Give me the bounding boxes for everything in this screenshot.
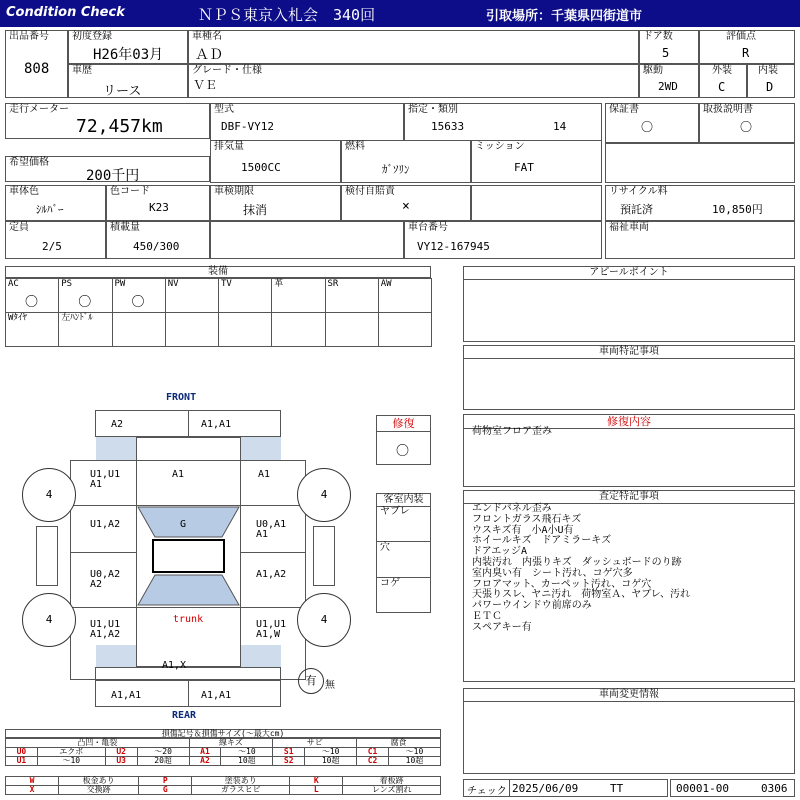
right-mirror-box [313,526,335,586]
doors-box [639,30,699,64]
inspection-note-line: 内装汚れ 内張りキズ ダッシュボードのり跡 [472,556,682,568]
label-rear-door-left-2: A2 [90,579,103,590]
model-label: 型式 [214,104,234,115]
model-value: DBF-VY12 [221,120,274,133]
legend-code: P [139,777,192,786]
first-registration-value: H26年03月 [93,47,164,63]
label-quarter-left: U1,U1 [90,619,121,630]
legend-code: U2 [105,748,137,757]
legend-desc: ガラスヒビ [192,786,290,795]
repair-detail-text: 荷物室フロア歪み [472,426,552,437]
lot-number-value: 808 [24,61,50,77]
equipment-cell-empty [378,312,432,347]
equipment-mark: 〇 [78,295,92,310]
legend-desc: 塗装あり [192,777,290,786]
legend-code: S2 [273,757,305,766]
equipment-mark: 〇 [25,295,39,310]
transmission-label: ミッション [475,141,525,152]
cabin-item-burn: コゲ [380,578,400,589]
check-label: チェック [467,786,507,797]
label-fender-right: A1 [258,469,271,480]
blank-box-right [605,143,795,183]
history-label: 車歴 [72,65,92,76]
label-fender-left: U1,U1 [90,469,121,480]
equipment-cell-8 [5,312,59,347]
drive-label: 駆動 [643,65,663,76]
equipment-label: AW [380,279,392,289]
change-info-box [463,688,795,774]
desired-price-label: 希望価格 [9,157,49,168]
rear-label: REAR [172,710,197,721]
recycle-amount: 10,850円 [712,203,763,216]
equipment-cell-2 [112,278,166,313]
wheel-front-right: 4 [297,468,351,522]
legend-code: U1 [6,757,38,766]
capacity-box [5,221,106,259]
inspection-note-line: ホイールキズ ドアミラーキズ [472,535,612,547]
equipment-cell-empty [218,312,272,347]
check-box [463,779,668,797]
equipment-cell-empty [112,312,166,347]
chassis-label: 車台番号 [408,222,448,233]
transmission-box [471,140,602,183]
equipment-cell-empty [165,312,219,347]
cabin-cell-2 [377,542,430,578]
label-hood: A1 [172,469,185,480]
label-front-door-right: U0,A1 [256,519,287,530]
designation-value-2: 14 [553,120,567,133]
displacement-label: 排気量 [214,141,244,152]
equipment-cell-9 [58,312,112,347]
front-label: FRONT [166,392,197,403]
label-front-door-left: U1,A2 [90,519,121,530]
displacement-value: 1500CC [241,161,281,174]
label-rear-door-right: A1,A2 [256,569,287,580]
wheel-rear-right: 4 [297,593,351,647]
inspection-note-line: ドアエッジA [472,546,528,558]
windshield-roof [136,505,241,607]
repair-mark: 〇 [396,444,410,459]
legend-desc: 着板跡 [343,777,441,786]
label-rear-bumper-right: A1,A1 [201,690,232,701]
label-quarter-right-2: A1,W [256,629,281,640]
header-left: Condition Check [6,5,125,20]
fuel-value: ｶﾞｿﾘﾝ [382,163,410,176]
cabin-title: 客室内装 [377,494,430,507]
cabin-item-hole: 穴 [380,542,390,553]
spare-tire-none-label: 無 [325,680,335,691]
designation-label: 指定・類別 [408,104,458,115]
equipment-cell-5 [271,278,325,313]
cabin-item-tear: ヤブレ [380,506,410,517]
doors-value: 5 [662,46,670,60]
legend-desc: 20超 [137,757,189,766]
first-registration-box [68,30,188,64]
repair-detail-title: 修復内容 [464,415,794,429]
load-label: 積載量 [110,222,140,233]
legend-header: 線キズ [189,739,273,748]
label-front-bumper-right: A1,A1 [201,419,232,430]
inspection-note-line: エンドパネル歪み [472,503,552,514]
spare-tire-icon: 有 [298,668,324,694]
equipment-cell-7 [378,278,432,313]
legend-desc: ～10 [221,748,273,757]
inspection-note-line: パワーウインドウ前席のみ [472,600,592,612]
change-info-title: 車両変更情報 [464,689,794,702]
mileage-value: 72,457km [76,116,163,137]
transmission-value: FAT [514,161,534,174]
rating-value: R [742,46,750,60]
model-box [210,103,404,143]
legend-desc: エクボ [37,748,105,757]
history-box [68,64,188,98]
recycle-label: リサイクル料 [609,186,668,197]
manual-box [699,103,795,143]
welfare-box [605,221,795,259]
inspection-note-line: ＥＴＣ [472,610,502,622]
repair-box [376,415,431,465]
equipment-title: 装備 [208,266,228,277]
equipment-cell-empty [325,312,379,347]
check-code-2: 0306 [761,782,788,795]
exterior-value: C [718,80,726,94]
label-front-bumper-left: A2 [111,419,124,430]
legend-code: U3 [105,757,137,766]
damage-legend [5,729,441,797]
equipment-section [5,266,431,346]
header-right: 引取場所：千葉県四街道市 [486,9,643,24]
exterior-label: 外装 [712,65,732,76]
inspection-note-line: 天張りスレ、ヤニ汚れ 荷物室Ａ、ヤブレ、汚れ [472,589,690,601]
designation-value-1: 15633 [431,120,465,133]
car-name-label: 車種名 [192,31,222,42]
legend-code: L [290,786,343,795]
equipment-label: 革 [274,279,284,289]
legend-title: 損傷記号＆損傷サイズ(～最大cm) [5,729,441,738]
legend-code: G [139,786,192,795]
equipment-label: NV [167,279,179,289]
history-value: リース [103,84,142,99]
cabin-box [376,493,431,613]
legend-code: S1 [273,748,305,757]
first-registration-label: 初度登録 [72,31,112,42]
legend-desc: ～10 [37,757,105,766]
wheel-rear-left: 4 [22,593,76,647]
equipment-label: SR [327,279,339,289]
designation-box [404,103,602,143]
interior-box [747,64,795,98]
mileage-box [5,103,210,139]
legend-desc: ～20 [137,748,189,757]
equipment-label: 左ﾊﾝﾄﾞﾙ [61,313,93,323]
label-quarter-left-2: A1,A2 [90,629,121,640]
legend-code: U0 [6,748,38,757]
check-date: 2025/06/09 [512,782,579,795]
lot-number-label: 出品番号 [9,31,49,42]
capacity-value: 2/5 [42,240,62,253]
legend-header: サビ [273,739,357,748]
equipment-label: TV [221,279,232,289]
recycle-status: 預託済 [620,203,653,216]
label-trunk: trunk [173,614,204,625]
equipment-label: PS [61,279,73,289]
legend-code: C2 [357,757,389,766]
welfare-label: 福祉車両 [609,222,649,233]
inspection-label: 車検期限 [214,186,254,197]
label-rear-bumper-left: A1,A1 [111,690,142,701]
chassis-box [404,221,602,259]
blank-box-mid [471,185,602,221]
legend-code: X [6,786,59,795]
label-front-door-right-2: A1 [256,529,269,540]
equipment-mark: 〇 [131,295,145,310]
header-center: ＮＰＳ東京入札会 340回 [198,6,376,24]
inspection-note-line: フロアマット、カーペット汚れ、コゲ穴 [472,578,652,590]
grade-box [188,64,639,98]
inspection-box [210,185,341,221]
car-name-value: ＡＤ [195,47,223,63]
fuel-label: 燃料 [345,141,365,152]
inspection-note-line: フロントガラス飛石キズ [472,513,582,525]
load-value: 450/300 [133,240,180,253]
check-inspector: TT [610,782,624,795]
left-mirror-box [36,526,58,586]
equipment-label: PW [114,279,126,289]
equipment-cell-empty [271,312,325,347]
desired-price-box [5,156,210,182]
insurance-value: × [402,199,410,214]
fuel-box [341,140,471,183]
inspection-note-line: ウスキズ有 小A小U有 [472,524,574,536]
capacity-label: 定員 [9,222,29,233]
manual-label: 取扱説明書 [703,104,753,115]
label-quarter-right: U1,U1 [256,619,287,630]
equipment-cell-0 [5,278,59,313]
displacement-box [210,140,341,183]
inspection-notes-title: 査定特記事項 [464,491,794,504]
recycle-box [605,185,795,221]
insurance-label: 検付自賠責 [345,186,395,197]
header-bar [0,0,800,27]
special-box [463,345,795,410]
equipment-cell-1 [58,278,112,313]
rating-box [699,30,795,64]
insurance-box [341,185,471,221]
mileage-label: 走行メーター [9,104,69,115]
interior-label: 内装 [758,65,778,76]
grade-label: グレード・仕様 [192,65,262,76]
label-rear-gate: A1,X [162,660,187,671]
drive-box [639,64,699,98]
cabin-cell-1 [377,506,430,542]
body-color-box [5,185,106,221]
legend-code: A1 [189,748,221,757]
manual-value: 〇 [740,120,753,134]
label-fender-left-2: A1 [90,479,103,490]
appeal-title: アピールポイント [464,267,794,280]
blank-box-left2 [210,221,404,259]
legend-desc: ～10 [388,748,440,757]
legend-desc: 10超 [305,757,357,766]
wheel-front-left: 4 [22,468,76,522]
equipment-label: AC [8,279,19,289]
color-code-label: 色コード [110,186,150,197]
special-title: 車両特記事項 [464,346,794,359]
equipment-cell-6 [325,278,379,313]
legend-code: C1 [357,748,389,757]
code-box [670,779,795,797]
legend-desc: 10超 [388,757,440,766]
check-code-1: 00001-00 [676,782,729,795]
drive-value: 2WD [658,80,678,93]
warranty-box [605,103,699,143]
car-damage-diagram [0,380,375,720]
car-name-box [188,30,639,64]
color-code-value: K23 [149,201,169,214]
inspection-note-line: 室内臭い有 シート汚れ、コゲ穴多 [472,567,633,579]
label-glass: G [180,519,187,530]
inspection-note-line: スペアキー有 [472,621,532,633]
load-box [106,221,210,259]
legend-desc: 10超 [221,757,273,766]
lot-number-box [5,30,68,98]
color-code-box [106,185,210,221]
repair-title: 修復 [377,416,430,432]
legend-header: 腐食 [357,739,441,748]
legend-table-2 [5,776,441,795]
grade-value: ＶＥ [193,78,218,92]
equipment-cell-3 [165,278,219,313]
inspection-value: 抹消 [243,203,268,217]
exterior-box [699,64,747,98]
warranty-label: 保証書 [609,104,639,115]
equipment-title-cell [5,266,431,278]
equipment-cell-4 [218,278,272,313]
warranty-value: 〇 [641,120,654,134]
legend-desc: 板金あり [59,777,139,786]
equipment-label: Wﾀｲﾔ [8,313,27,323]
inspection-notes-list [472,504,690,634]
legend-header: 凸凹・亀裂 [6,739,190,748]
label-rear-door-left: U0,A2 [90,569,121,580]
body-color-label: 車体色 [9,186,39,197]
body-color-value: ｼﾙﾊﾞｰ [36,203,64,216]
interior-value: D [766,80,774,94]
rating-label: 評価点 [726,31,756,42]
legend-code: W [6,777,59,786]
doors-label: ドア数 [643,31,673,42]
inspection-notes-box [463,490,795,682]
legend-code: A2 [189,757,221,766]
repair-detail-box [463,414,795,487]
legend-desc: レンズ割れ [343,786,441,795]
chassis-value: VY12-167945 [417,240,490,253]
legend-table-1 [5,738,441,766]
desired-price-value: 200千円 [86,168,140,184]
legend-desc: 交換跡 [59,786,139,795]
appeal-box [463,266,795,342]
legend-desc: ～10 [305,748,357,757]
legend-code: K [290,777,343,786]
cabin-cell-3 [377,578,430,612]
